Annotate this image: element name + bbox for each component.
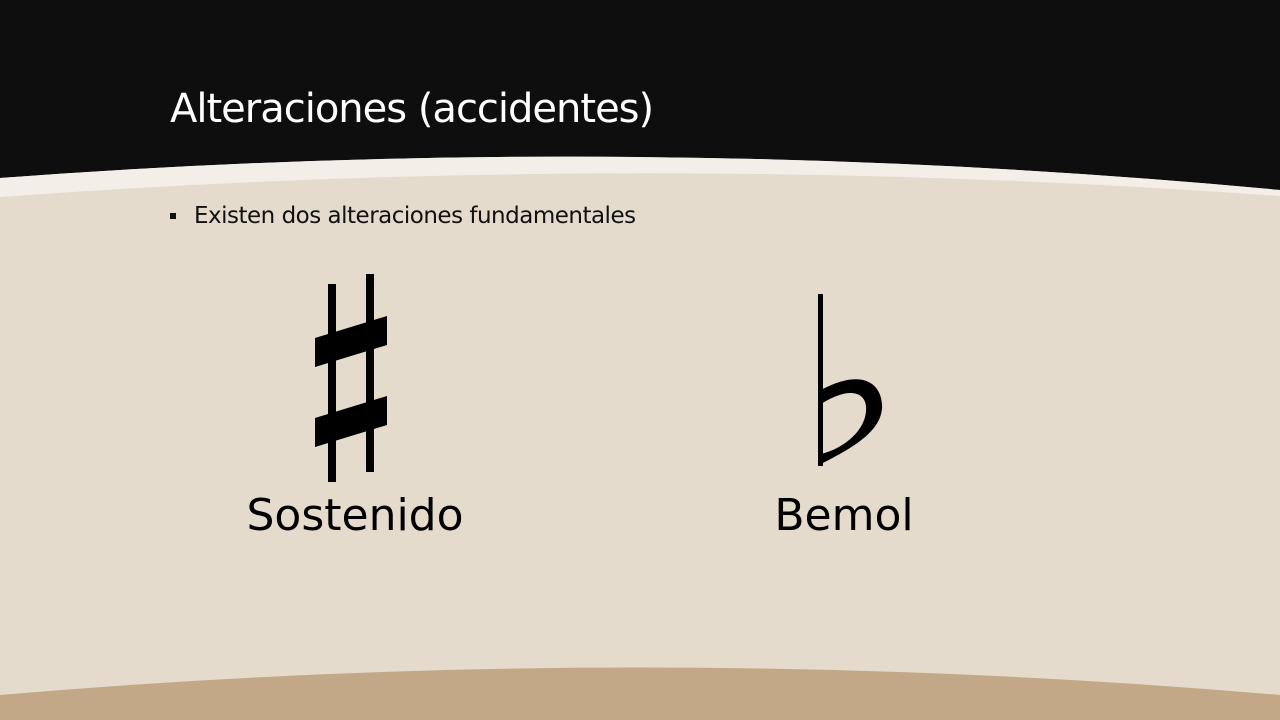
bullet-item [170, 203, 636, 229]
flat-caption: Bemol [774, 490, 914, 541]
slide-title: Alteraciones (accidentes) [170, 86, 654, 132]
sharp-caption: Sostenido [246, 490, 464, 541]
sharp-symbol-icon [305, 272, 395, 484]
bullet-square-icon [170, 213, 176, 219]
bullet-text: Existen dos alteraciones fundamentales [194, 203, 636, 229]
flat-symbol-icon [810, 292, 890, 472]
